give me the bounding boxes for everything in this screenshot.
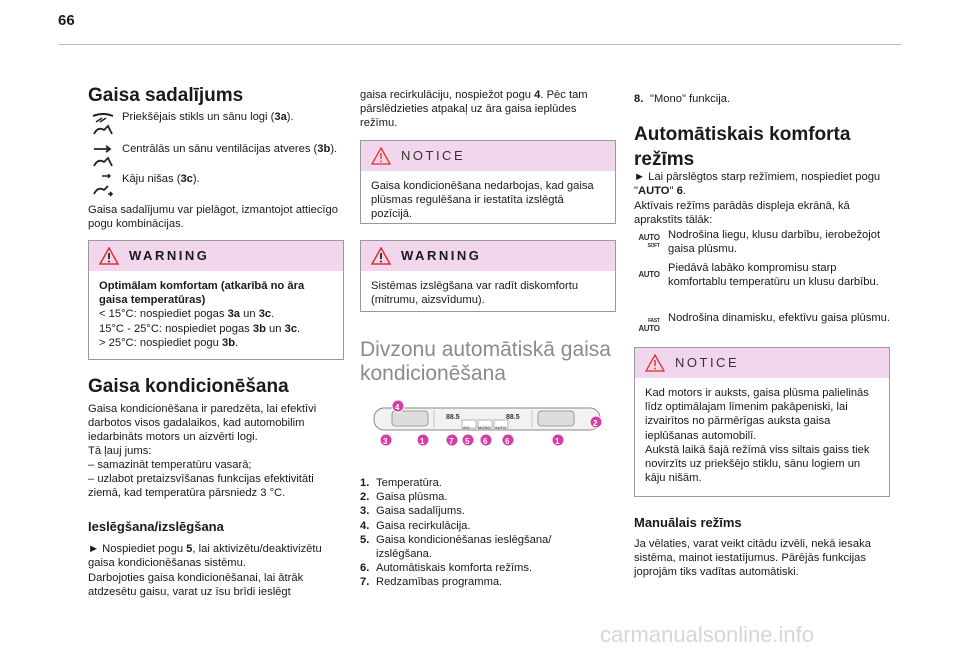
panel-display-left: 88.5 bbox=[446, 414, 460, 421]
warning-triangle-icon bbox=[99, 247, 119, 265]
panel-display-right: 88.5 bbox=[506, 414, 520, 421]
list-item: 1. Temperatūra. bbox=[360, 477, 442, 489]
notice-text: Gaisa kondicionēšana nedarbojas, kad gaisa plūsmas regulēšana ir iestatīta izslēgtā pozīcijā. bbox=[371, 180, 594, 221]
icon-item-text: Centrālās un sānu ventilācijas atveres (3b). bbox=[122, 143, 338, 155]
notice-triangle-icon bbox=[371, 147, 391, 165]
recirculation-continuation: gaisa recirkulāciju, nospiežot pogu 4. Pēc tam pārslēdzieties atpakaļ uz āra gaisa ieplūdes režīmu. bbox=[360, 89, 588, 130]
warning-header bbox=[89, 241, 343, 271]
page-number: 66 bbox=[58, 12, 75, 29]
callout-label: 5 bbox=[465, 437, 470, 446]
notice-header bbox=[361, 141, 615, 171]
section-title-auto-comfort: Automātiskais komforta režīms bbox=[634, 124, 851, 170]
subtitle-on-off: Ieslēgšana/izslēgšana bbox=[88, 519, 224, 534]
ac-allows: Tā ļauj jums: bbox=[88, 445, 152, 457]
list-item-8: 8. "Mono" funkcija. bbox=[634, 93, 731, 105]
warning-box-system-off bbox=[360, 240, 616, 312]
auto-intro: ► Lai pārslēgtos starp režīmiem, nospiediet pogu "AUTO" 6. bbox=[634, 171, 881, 198]
warning-heading: Optimālam komfortam (atkarībā no āra gaisa temperatūras) bbox=[99, 280, 305, 307]
callout-label: 7 bbox=[449, 437, 454, 446]
callout-label: 6 bbox=[483, 437, 488, 446]
section-title-dual-zone: Divzonu automātiskā gaisa kondicionēšana bbox=[360, 338, 611, 385]
section-title-air-distribution: Gaisa sadalījums bbox=[88, 85, 244, 106]
warning-line: 15°C - 25°C: nospiediet pogas 3b un 3c. bbox=[99, 322, 301, 335]
notice-label: NOTICE bbox=[675, 354, 740, 370]
callout-label: 3 bbox=[383, 437, 388, 446]
subtitle-manual-mode: Manuālais režīms bbox=[634, 515, 742, 530]
warning-line: < 15°C: nospiediet pogas 3a un 3c. bbox=[99, 308, 275, 321]
notice-box-cold-engine bbox=[634, 347, 890, 497]
icon-item-vents bbox=[88, 142, 344, 170]
list-item: 6. Automātiskais komforta režīms. bbox=[360, 562, 533, 575]
warning-header bbox=[361, 241, 615, 271]
warning-text: Sistēmas izslēgšana var radīt diskomfortu (mitrumu, aizsvīdumu). bbox=[371, 280, 579, 307]
list-item: 7. Redzamības programma. bbox=[360, 576, 503, 589]
list-item: 5. Gaisa kondicionēšanas ieslēgšana/ izslēgšana. bbox=[360, 533, 552, 561]
notice-triangle-icon bbox=[645, 354, 665, 372]
callout-label: 1 bbox=[420, 437, 425, 446]
ac-bullet: – uzlabot pretaizsvīšanas funkcijas efektivitāti ziemā, kad temperatūra pārsniedz 3 °C. bbox=[88, 473, 314, 500]
notice-header bbox=[635, 348, 889, 378]
panel-button-label: MONO bbox=[478, 425, 491, 430]
auto-intro-2: Aktīvais režīms parādās displeja ekrānā, kā aprakstīts tālāk: bbox=[634, 200, 850, 227]
header-rule bbox=[58, 44, 902, 45]
control-legend-list bbox=[360, 476, 616, 590]
list-item: 4. Gaisa recirkulācija. bbox=[360, 519, 471, 532]
warning-label: WARNING bbox=[129, 247, 210, 263]
icon-item-footwells bbox=[88, 172, 344, 200]
notice-box-ac bbox=[360, 140, 616, 224]
warning-label: WARNING bbox=[401, 247, 482, 263]
icon-item-text: Kāju nišas (3c). bbox=[122, 173, 200, 185]
footwell-airflow-icon bbox=[88, 172, 118, 200]
windscreen-airflow-icon bbox=[88, 110, 118, 138]
panel-button-label: A/C bbox=[463, 425, 470, 430]
warning-body bbox=[89, 271, 343, 358]
icon-item-text: Priekšējais stikls un sānu logi (3a). bbox=[122, 111, 294, 123]
warning-line: > 25°C: nospiediet pogu 3b. bbox=[99, 336, 239, 349]
notice-body: Kad motors ir auksts, gaisa plūsma palielinās līdz optimālajam līmenim pakāpeniski, lai izvairītos no pārmērīgas auksta gaisa ieplūšanas automobilī. Aukstā laikā šajā režīmā viss siltais gaiss tiek novirzīts uz priekšējo stiklu, sānu logiem un kāju nišām. bbox=[645, 387, 870, 485]
manual-paragraph: Ja vēlaties, varat veikt citādu izvēli, nekā iesaka sistēma, mainot iestatījumus. Pārējās funkcijas joprojām tiks vadītas automātiski. bbox=[634, 538, 871, 579]
ac-bullet: – samazināt temperatūru vasarā; bbox=[88, 459, 252, 471]
on-off-paragraph: ► Nospiediet pogu 5, lai aktivizētu/deaktivizētu gaisa kondicionēšanas sistēmu. bbox=[88, 543, 322, 570]
callout-label: 6 bbox=[505, 437, 510, 446]
callout-label: 2 bbox=[593, 419, 598, 428]
mode-normal: AUTO Piedāvā labāko kompromisu starp komfortablu temperatūru un klusu darbību. bbox=[634, 261, 890, 289]
control-panel-diagram bbox=[368, 396, 608, 456]
callout-label: 4 bbox=[395, 403, 400, 412]
panel-button-label: AUTO bbox=[495, 425, 507, 430]
adjust-paragraph: Gaisa sadalījumu var pielāgot, izmantojot attiecīgo pogu kombinācijas. bbox=[88, 204, 338, 231]
warning-triangle-icon bbox=[371, 247, 391, 265]
list-item: 2. Gaisa plūsma. bbox=[360, 491, 448, 504]
list-item: 3. Gaisa sadalījums. bbox=[360, 505, 465, 518]
mode-fast: FAST AUTO Nodrošina dinamisku, efektīvu gaisa plūsmu. bbox=[634, 311, 890, 339]
warning-box-comfort bbox=[88, 240, 344, 360]
ac-intro: Gaisa kondicionēšana ir paredzēta, lai efektīvi darbotos visos gadalaikos, kad automobilim iedarbināts motors un aizvērti logi. bbox=[88, 403, 317, 444]
auto-soft-icon: AUTO SOFT bbox=[638, 233, 660, 249]
mode-soft: AUTO SOFT Nodrošina liegu, klusu darbību, ierobežojot gaisa plūsmu. bbox=[634, 228, 890, 256]
on-off-paragraph-2: Darbojoties gaisa kondicionēšanai, lai ātrāk atdzesētu gaisu, varat uz īsu brīdi ieslēgt bbox=[88, 572, 304, 599]
icon-item-windscreen bbox=[88, 110, 344, 138]
watermark: carmanualsonline.info bbox=[600, 622, 815, 647]
auto-normal-icon: AUTO bbox=[638, 270, 660, 279]
notice-label: NOTICE bbox=[401, 147, 466, 163]
callout-label: 1 bbox=[555, 437, 560, 446]
section-title-air-conditioning: Gaisa kondicionēšana bbox=[88, 376, 289, 397]
face-vent-airflow-icon bbox=[88, 142, 118, 170]
auto-fast-icon: FAST AUTO bbox=[638, 318, 660, 333]
